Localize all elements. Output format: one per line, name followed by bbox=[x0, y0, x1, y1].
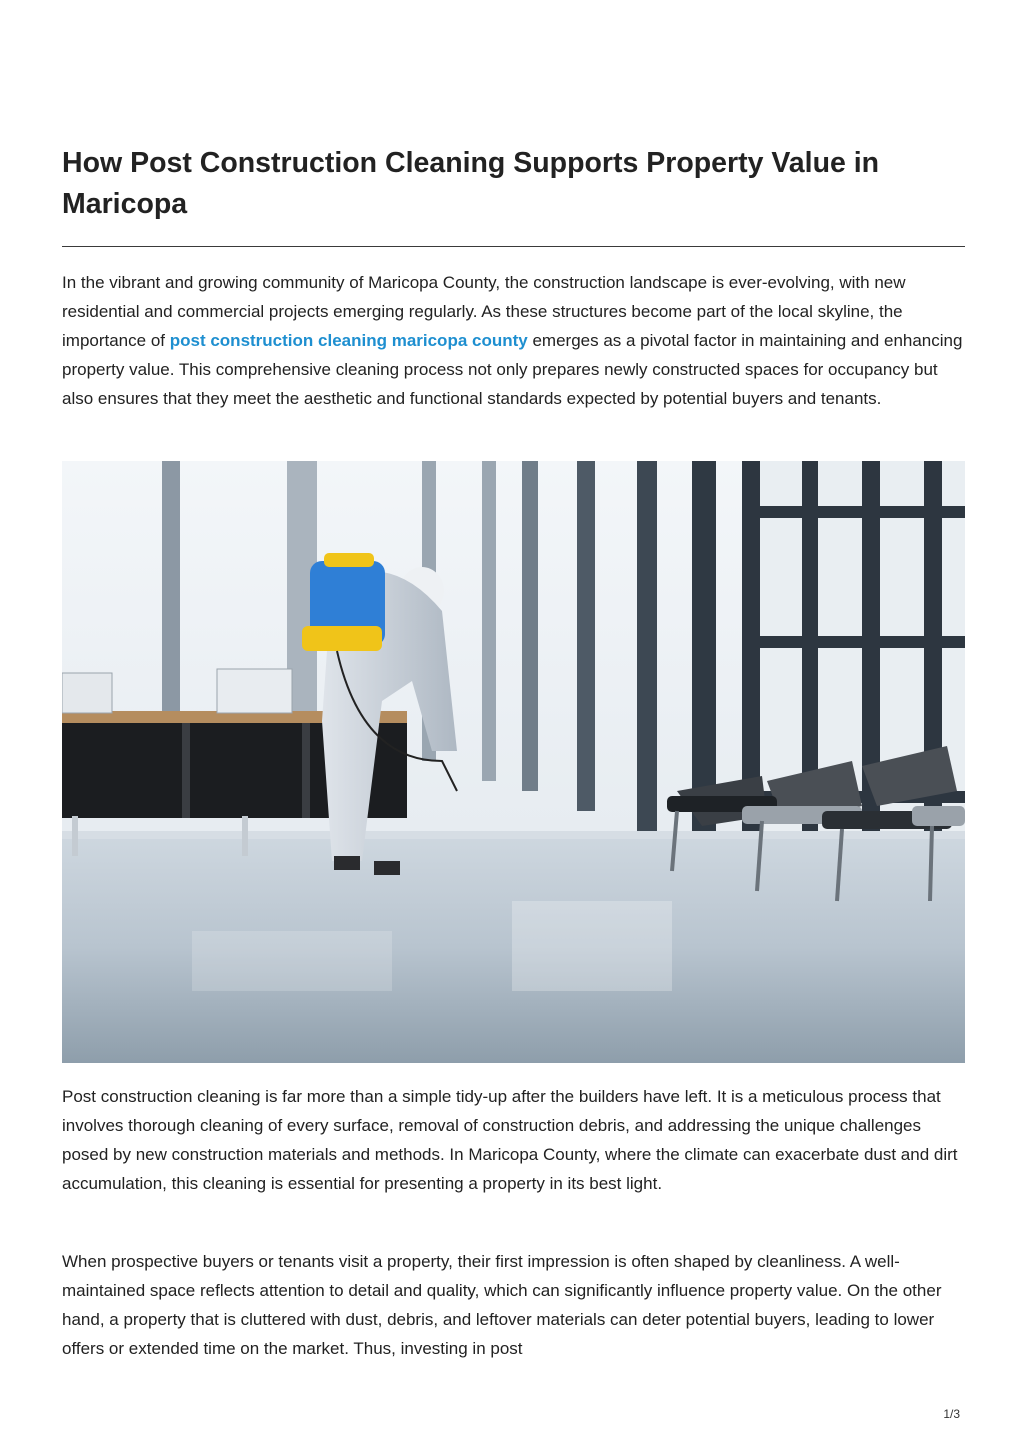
post-construction-cleaning-link[interactable]: post construction cleaning maricopa county bbox=[169, 331, 528, 350]
title-divider bbox=[62, 246, 965, 247]
page-number: 1/3 bbox=[943, 1407, 960, 1421]
intro-paragraph bbox=[62, 268, 967, 413]
article-photo bbox=[62, 461, 965, 1063]
intro-text-after-link: emerges as a pivotal factor in maintaining and enhancing property value. This comprehensive cleaning process not only prepares newly constructed spaces for occupancy but also ensures that they meet the aesthetic and functional standards expected by potential buyers and tenants. bbox=[62, 331, 963, 408]
body-paragraph-2: Post construction cleaning is far more than a simple tidy-up after the builders have left. It is a meticulous process that involves thorough cleaning of every surface, removal of construction debris, and addressing the unique challenges posed by new construction materials and methods. In Maricopa County, where the climate can exacerbate dust and dirt accumulation, this cleaning is essential for presenting a property in its best light. bbox=[62, 1087, 958, 1193]
page-title: How Post Construction Cleaning Supports Property Value in Maricopa bbox=[62, 147, 880, 220]
body-paragraph-3: When prospective buyers or tenants visit a property, their first impression is often shaped by cleanliness. A well-maintained space reflects attention to detail and quality, which can significantly influence property value. On the other hand, a property that is cluttered with dust, debris, and leftover materials can deter potential buyers, leading to lower offers or extended time on the market. Thus, investing in post bbox=[62, 1252, 942, 1358]
intro-text-before-link: In the vibrant and growing community of Maricopa County, the construction landscape is ever-evolving, with new residential and commercial projects emerging regularly. As these structures become part of the local skyline, the importance of bbox=[62, 273, 906, 350]
cleaning-worker-office-image bbox=[62, 461, 965, 1063]
